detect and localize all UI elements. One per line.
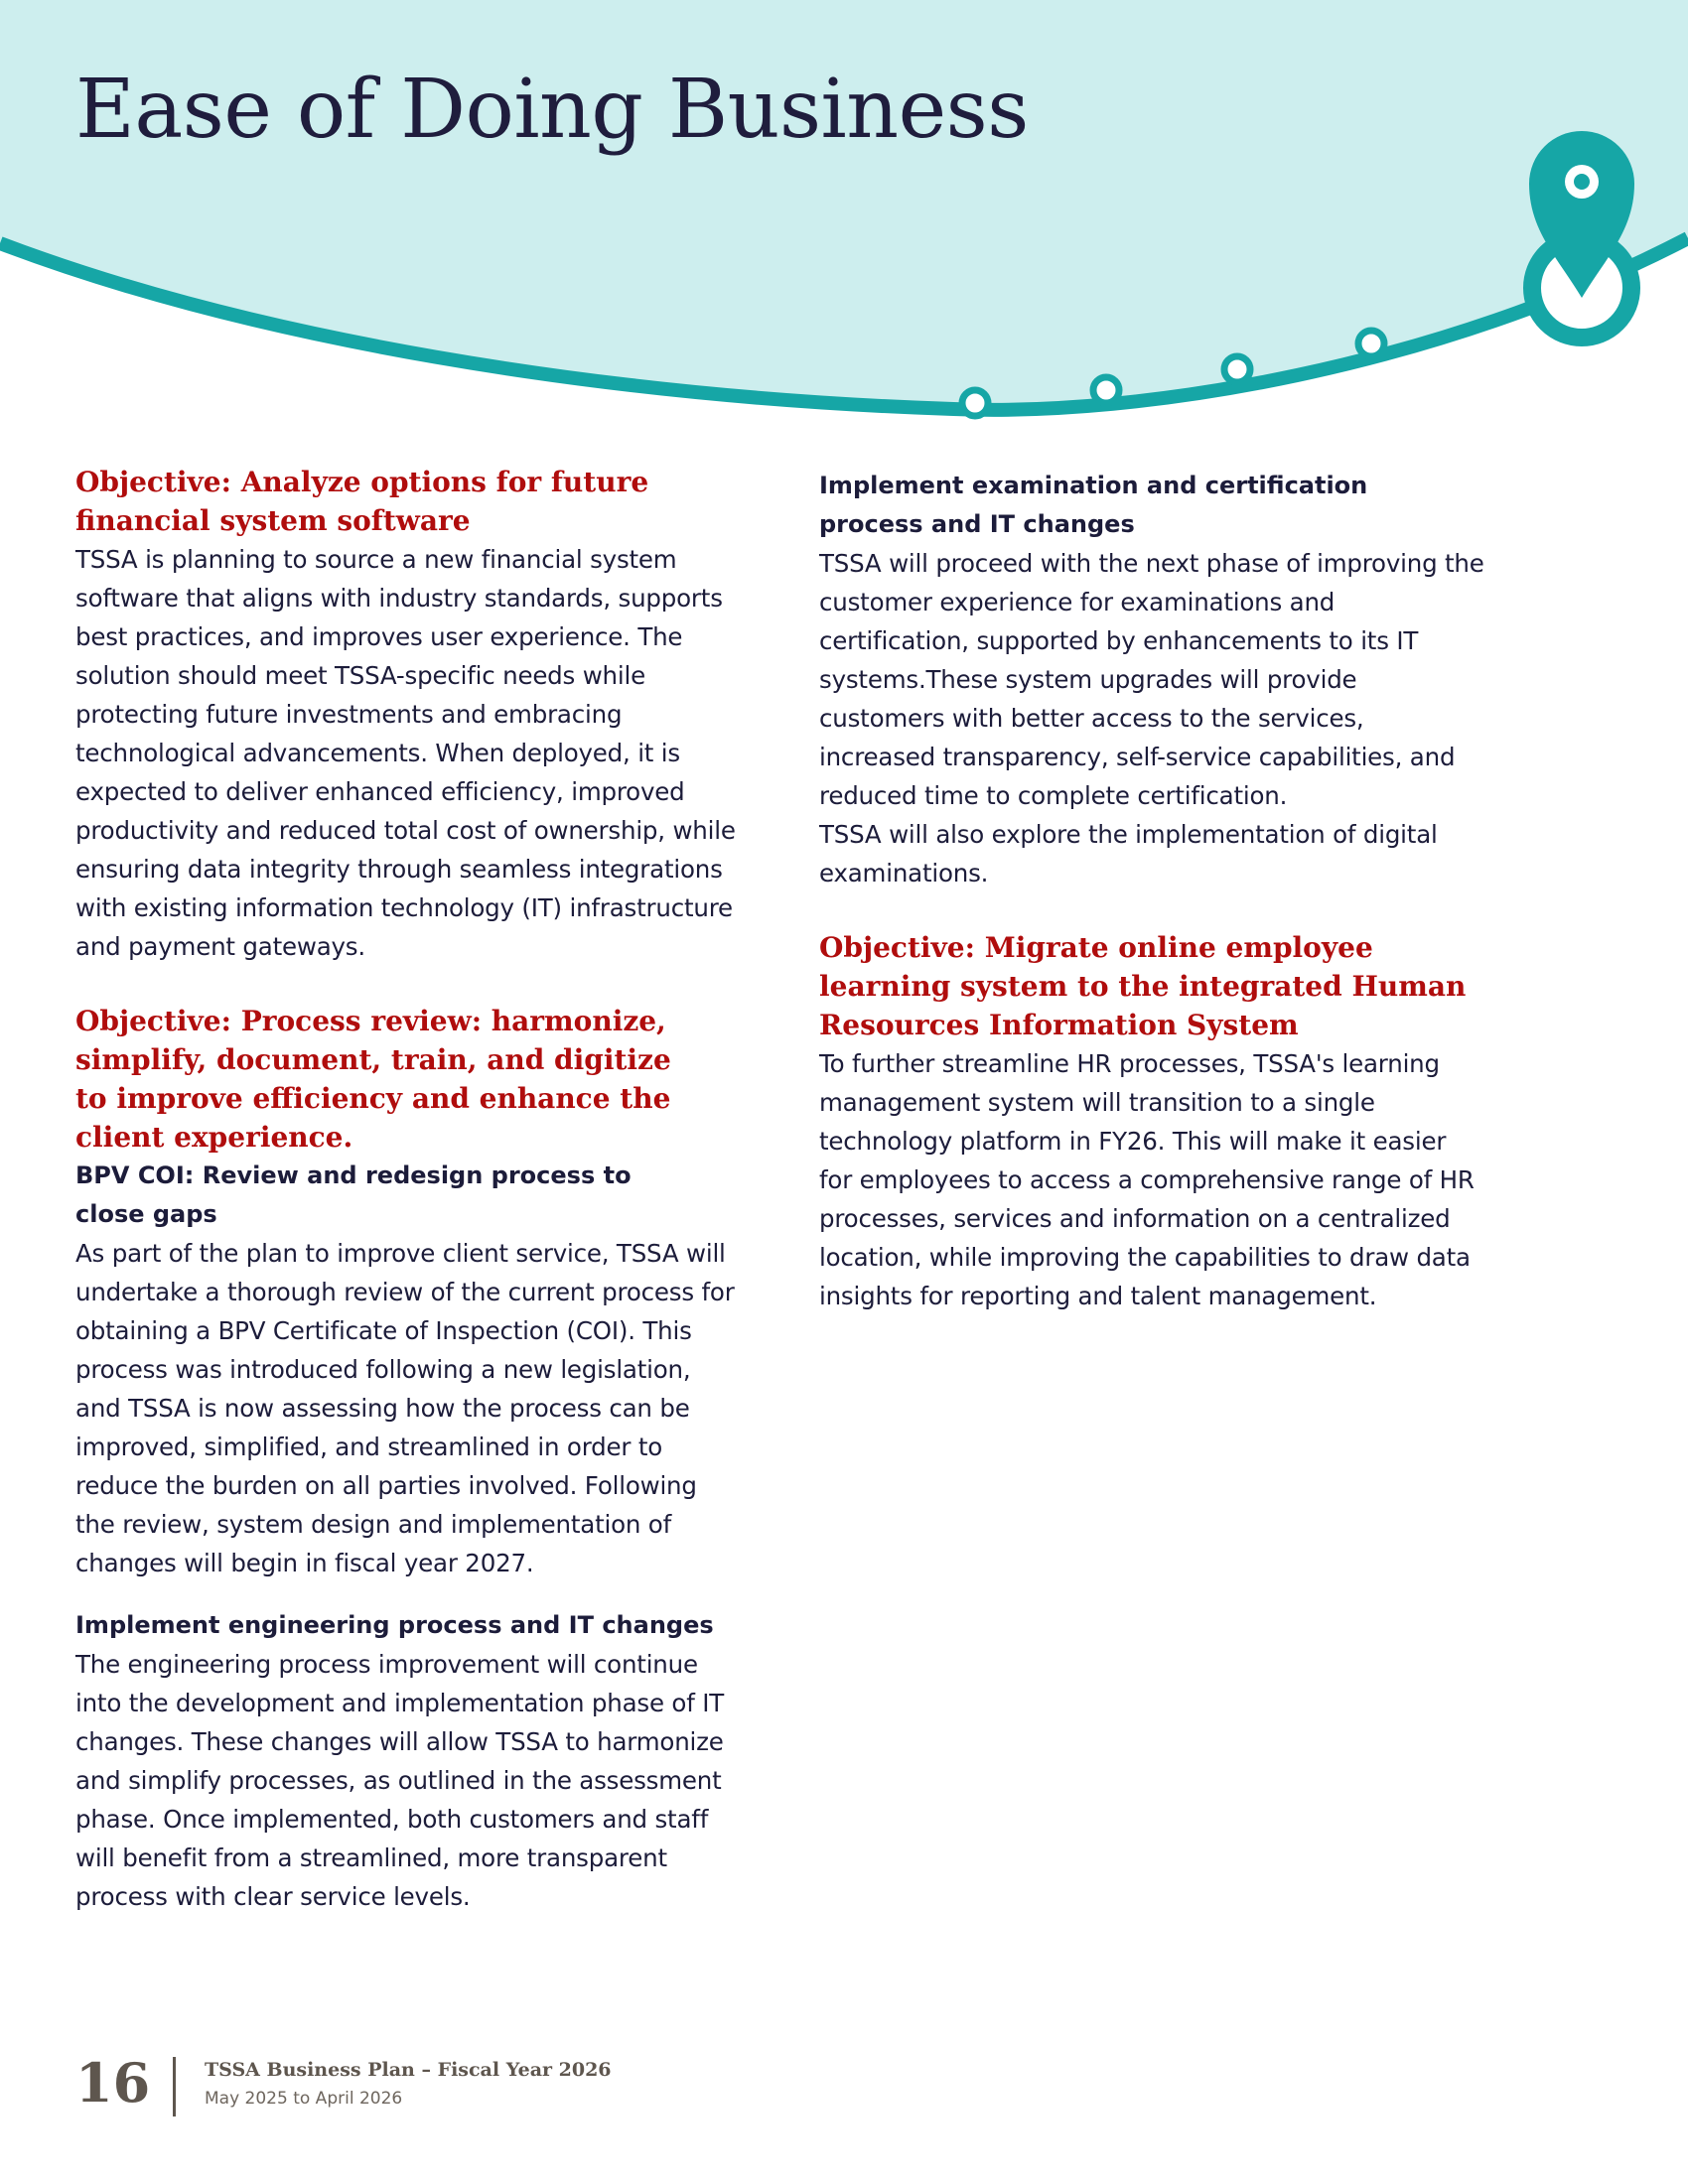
timeline-node-icon bbox=[962, 390, 988, 416]
footer-subtitle: May 2025 to April 2026 bbox=[205, 2089, 403, 2109]
objective-financial-system bbox=[75, 463, 741, 966]
page-title: Ease of Doing Business bbox=[75, 63, 1029, 157]
subsection-heading: BPV COI: Review and redesign process to close gaps bbox=[75, 1161, 632, 1228]
subsection-heading: Implement examination and certification process and IT changes bbox=[819, 472, 1368, 538]
timeline-node-icon bbox=[1224, 356, 1250, 382]
subsection-exam-certification bbox=[819, 467, 1484, 892]
objective-process-review bbox=[75, 1002, 741, 1916]
objective-body: To further streamline HR processes, TSSA's learning management system will transition to a single technology platform in FY26. This will make it easier for employees to access a comprehensive range of HR processes, services and information on a centralized location, while improving the capabilities to draw data insights for reporting and talent management. bbox=[819, 1049, 1475, 1310]
location-pin-icon bbox=[1529, 131, 1634, 338]
objective-body: TSSA is planning to source a new financial system software that aligns with industry standards, supports best practices, and improves user experience. The solution should meet TSSA-specific needs while protecting future investments and embracing technological advancements. When deployed, it is expected to deliver enhanced efficiency, improved productivity and reduced total cost of ownership, while ensuring data integrity through seamless integrations with existing information technology (IT) infrastructure and payment gateways. bbox=[75, 545, 736, 961]
right-column bbox=[819, 467, 1484, 1315]
banner-background bbox=[0, 0, 1688, 410]
subsection-heading: Implement engineering process and IT changes bbox=[75, 1611, 714, 1639]
timeline-node-icon bbox=[1093, 377, 1119, 403]
subsection-body: As part of the plan to improve client service, TSSA will undertake a thorough review of the current process for obtaining a BPV Certificate of Inspection (COI). This process was introduced following a new legislation, and TSSA is now assessing how the process can be improved, simplified, and streamlined in order to reduce the burden on all parties involved. Following the review, system design and implementation of changes will begin in fiscal year 2027. bbox=[75, 1239, 735, 1577]
footer-title: TSSA Business Plan – Fiscal Year 2026 bbox=[205, 2059, 612, 2081]
objective-heading: Objective: Migrate online employee learning system to the integrated Human Resources Information System bbox=[819, 931, 1467, 1041]
subsection-body: TSSA will proceed with the next phase of improving the customer experience for examinations and certification, supported by enhancements to its IT systems.These system upgrades will provide customers with better access to the services, increased transparency, self-service capabilities, and reduced time to complete certification. bbox=[819, 549, 1484, 810]
page-number: 16 bbox=[75, 2051, 151, 2115]
objective-learning-system bbox=[819, 928, 1484, 1315]
objective-heading: Objective: Process review: harmonize, simplify, document, train, and digitize to improve efficiency and enhance the client experience. bbox=[75, 1005, 671, 1154]
objective-heading: Objective: Analyze options for future financial system software bbox=[75, 466, 649, 537]
subsection-body: TSSA will also explore the implementation of digital examinations. bbox=[819, 820, 1438, 887]
timeline-node-icon bbox=[1358, 331, 1384, 356]
subsection-body: The engineering process improvement will continue into the development and implementation phase of IT changes. These changes will allow TSSA to harmonize and simplify processes, as outlined in the assessment phase. Once implemented, both customers and staff will benefit from a streamlined, more transparent process with clear service levels. bbox=[75, 1650, 725, 1911]
left-column bbox=[75, 463, 741, 1916]
footer-divider bbox=[173, 2057, 176, 2116]
